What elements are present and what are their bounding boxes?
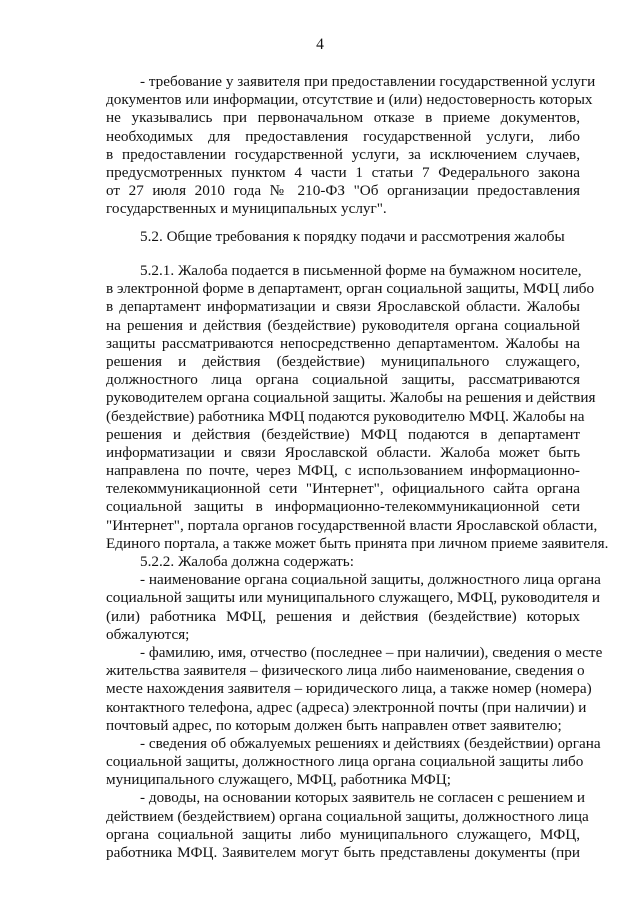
text-line: от 27 июля 2010 года № 210-ФЗ "Об организации предоставления (106, 182, 580, 200)
list-item-line: (или) работника МФЦ, решения и действия (бездействие) которых (106, 607, 580, 625)
list-item-line: - сведения об обжалуемых решениях и действиях (бездействии) органа (140, 734, 601, 752)
text-line: 5.2.1. Жалоба подается в письменной форме на бумажном носителе, (140, 262, 582, 279)
list-item-line: социальной защиты, должностного лица органа социальной защиты либо (106, 753, 584, 771)
paragraph-5-2-1 (106, 262, 609, 862)
list-item-line: действием (бездействием) органа социальной защиты, должностного лица (106, 807, 589, 825)
text-line: в департамент информатизации и связи Ярославской области. Жалобы (106, 298, 580, 316)
text-line: - требование у заявителя при предоставлении государственной услуги (140, 73, 596, 90)
text-line: в предоставлении государственной услуги, за исключением случаев, (106, 145, 580, 163)
list-item-line: месте нахождения заявителя – юридического лица, а также номер (номера) (106, 680, 592, 698)
list-item-line: - доводы, на основании которых заявитель не согласен с решением и (140, 789, 586, 807)
requirement-paragraph (106, 73, 596, 219)
text-line: не указывались при первоначальном отказе в приеме документов, (106, 109, 580, 127)
text-line: государственных и муниципальных услуг". (106, 200, 387, 218)
text-line: "Интернет", портала органов государственной власти Ярославской области, (106, 516, 598, 534)
text-line: документов или информации, отсутствие и (или) недостоверность которых (106, 91, 593, 109)
list-item-line: органа социальной защиты либо муниципального служащего, МФЦ, (106, 825, 580, 843)
text-line: необходимых для предоставления государственной услуги, либо (106, 127, 580, 145)
section-heading: 5.2. Общие требования к порядку подачи и рассмотрения жалобы (140, 228, 565, 245)
list-item-line: - наименование органа социальной защиты, должностного лица органа (140, 571, 601, 589)
text-line: телекоммуникационной сети "Интернет", официального сайта органа (106, 480, 580, 498)
paragraph-5-2-2-intro: 5.2.2. Жалоба должна содержать: (140, 553, 354, 570)
text-line: информатизации и связи Ярославской области. Жалоба может быть (106, 443, 580, 461)
text-line: предусмотренных пунктом 4 части 1 статьи 7 Федерального закона (106, 163, 580, 181)
text-line: решения и действия (бездействие) МФЦ подаются в департамент (106, 425, 580, 443)
list-item-line: почтовый адрес, по которым должен быть направлен ответ заявителю; (106, 716, 562, 734)
page-number: 4 (316, 36, 324, 53)
text-line: на решения и действия (бездействие) руководителя органа социальной (106, 316, 580, 334)
list-item-line: социальной защиты или муниципального служащего, МФЦ, руководителя и (106, 589, 601, 607)
text-line: Единого портала, а также может быть принята при личном приеме заявителя. (106, 534, 609, 552)
text-line: в электронной форме в департамент, орган социальной защиты, МФЦ либо (106, 280, 595, 298)
list-item-line: контактного телефона, адрес (адреса) электронной почты (при наличии) и (106, 698, 587, 716)
text-line: защиты рассматриваются непосредственно департаментом. Жалобы на (106, 334, 580, 352)
text-line: направлена по почте, через МФЦ, с использованием информационно- (106, 462, 580, 480)
list-item-line: обжалуются; (106, 625, 190, 643)
text-line: решения и действия (бездействие) муниципального служащего, (106, 352, 580, 370)
text-line: руководителем органа социальной защиты. Жалобы на решения и действия (106, 389, 596, 407)
list-item-line: - фамилию, имя, отчество (последнее – при наличии), сведения о месте (140, 643, 603, 661)
text-line: социальной защиты в информационно-телекоммуникационной сети (106, 498, 580, 516)
text-line: должностного лица органа социальной защиты, рассматриваются (106, 371, 580, 389)
list-item-line: работника МФЦ. Заявителем могут быть представлены документы (при (106, 844, 580, 861)
list-item-line: муниципального служащего, МФЦ, работника МФЦ; (106, 771, 451, 789)
text-line: (бездействие) работника МФЦ подаются руководителю МФЦ. Жалобы на (106, 407, 585, 425)
list-item-line: жительства заявителя – физического лица либо наименование, сведения о (106, 662, 585, 680)
